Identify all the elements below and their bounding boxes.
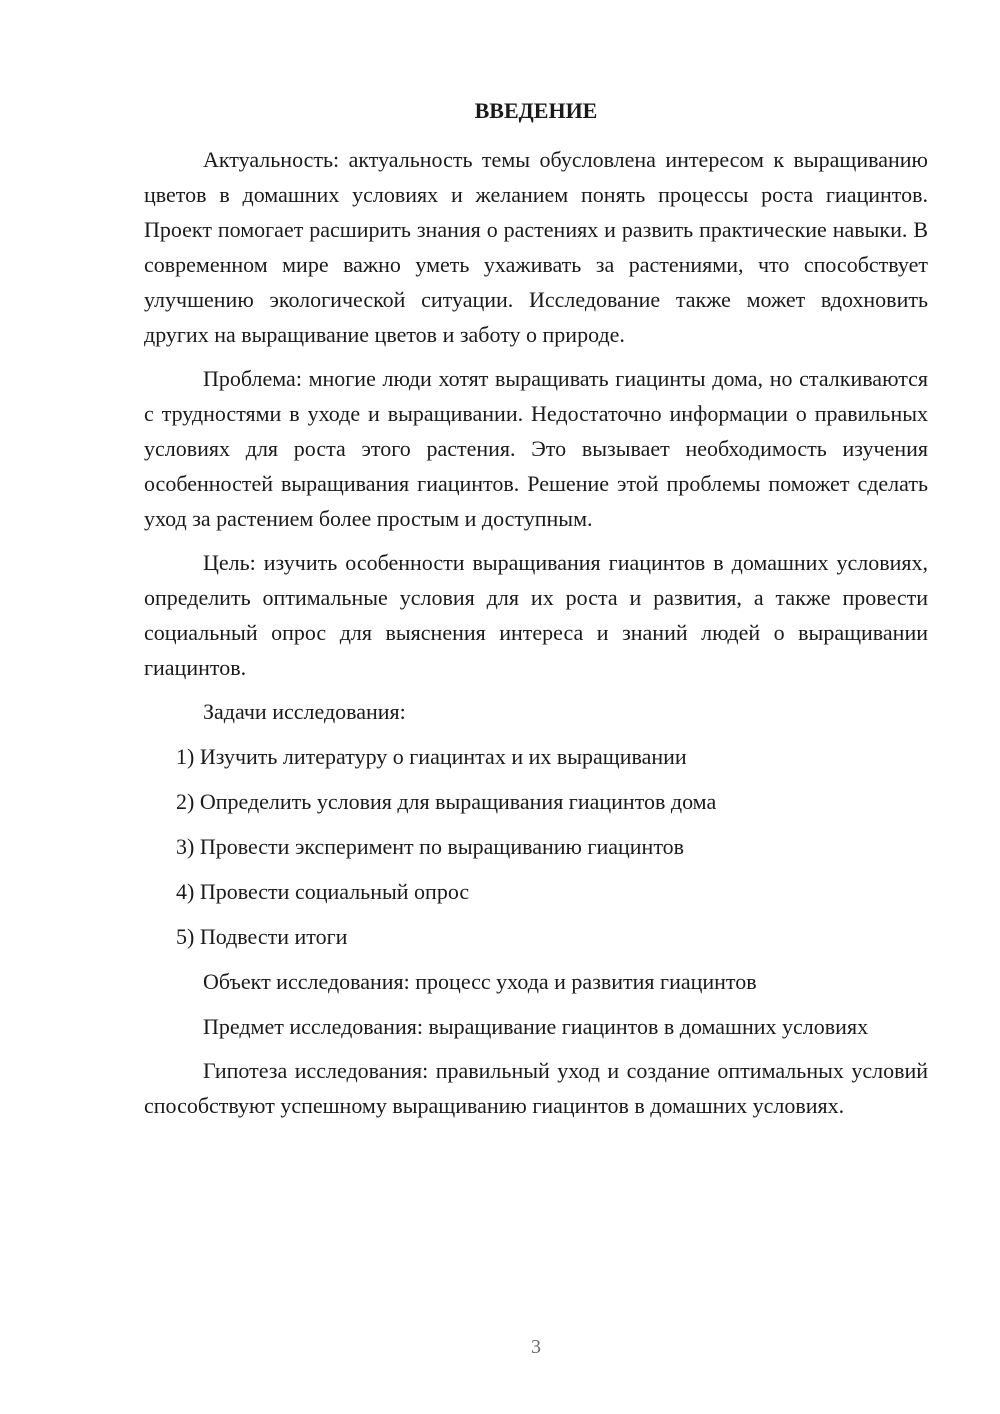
task-item: 1) Изучить литературу о гиацинтах и их выращивании <box>176 744 687 769</box>
page-number: 3 <box>531 1336 541 1358</box>
hypothesis-paragraph: Гипотеза исследования: правильный уход и создание оптимальных условий способствуют успешному выращиванию гиацинтов в домашних условиях. <box>144 1058 928 1118</box>
task-item: 5) Подвести итоги <box>176 924 348 949</box>
task-item: 2) Определить условия для выращивания гиацинтов дома <box>176 789 717 814</box>
page-heading: ВВЕДЕНИЕ <box>474 98 598 123</box>
document-body <box>144 142 928 1132</box>
goal-paragraph: Цель: изучить особенности выращивания гиацинтов в домашних условиях, определить оптимальные условия для их роста и развития, а также провести социальный опрос для выяснения интереса и знаний людей о выращивании гиацинтов. <box>144 550 928 680</box>
subject-paragraph: Предмет исследования: выращивание гиацинтов в домашних условиях <box>203 1014 869 1039</box>
task-item: 3) Провести эксперимент по выращиванию гиацинтов <box>176 834 685 859</box>
tasks-label: Задачи исследования: <box>203 699 406 724</box>
problem-paragraph: Проблема: многие люди хотят выращивать гиацинты дома, но сталкиваются с трудностями в уходе и выращивании. Недостаточно информации о правильных условиях для роста этого растения. Это вызывает необходимость изучения особенностей выращивания гиацинтов. Решение этой проблемы поможет сделать уход за растением более простым и доступным. <box>144 366 928 531</box>
task-item: 4) Провести социальный опрос <box>176 879 470 904</box>
relevance-paragraph: Актуальность: актуальность темы обусловлена интересом к выращиванию цветов в домашних условиях и желанием понять процессы роста гиацинтов. Проект помогает расширить знания о растениях и развить практические навыки. В современном мире важно уметь ухаживать за растениями, что способствует улучшению экологической ситуации. Исследование также может вдохновить других на выращивание цветов и заботу о природе. <box>144 147 928 347</box>
tasks-list <box>144 739 928 954</box>
object-paragraph: Объект исследования: процесс ухода и развития гиацинтов <box>203 969 757 994</box>
